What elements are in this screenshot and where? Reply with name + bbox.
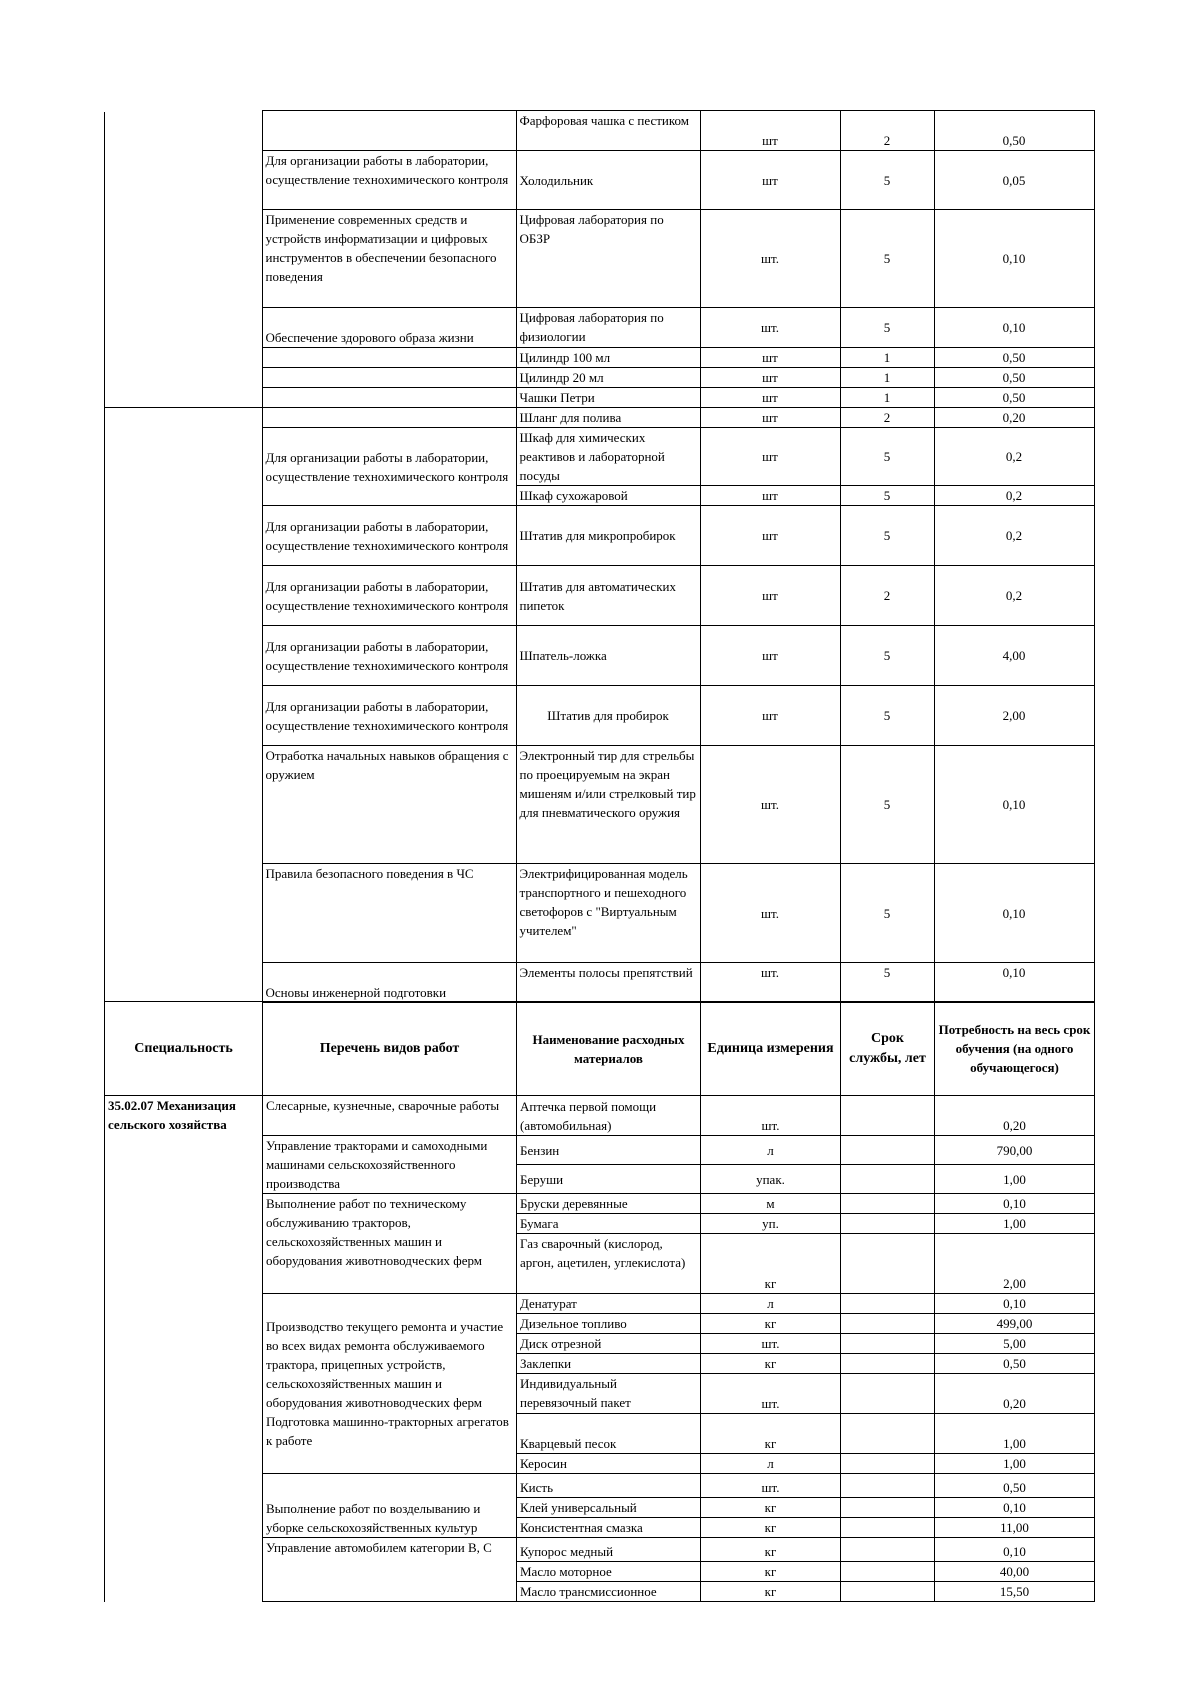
need-cell: 0,2 (934, 506, 1094, 566)
material-cell: Диск отрезной (517, 1334, 701, 1354)
life-cell: 5 (840, 428, 934, 486)
need-cell: 499,00 (935, 1314, 1095, 1334)
unit-cell: шт. (700, 746, 840, 864)
need-cell: 2,00 (934, 686, 1094, 746)
unit-cell: кг (701, 1414, 841, 1454)
material-cell: Шкаф сухожаровой (516, 486, 700, 506)
material-cell: Холодильник (516, 151, 700, 210)
material-cell: Купорос медный (517, 1538, 701, 1562)
need-cell: 40,00 (935, 1562, 1095, 1582)
unit-cell: л (701, 1294, 841, 1314)
unit-cell: кг (701, 1562, 841, 1582)
table-row (104, 111, 1094, 151)
unit-cell: кг (701, 1314, 841, 1334)
life-cell (841, 1096, 935, 1136)
life-cell (841, 1374, 935, 1414)
material-cell: Кварцевый песок (517, 1414, 701, 1454)
need-cell: 0,50 (935, 1474, 1095, 1498)
life-cell: 5 (840, 308, 934, 348)
need-cell: 0,2 (934, 428, 1094, 486)
spec-cell (104, 408, 262, 1003)
unit-cell: шт (700, 111, 840, 151)
life-cell: 1 (840, 348, 934, 368)
life-cell: 5 (840, 626, 934, 686)
unit-cell: кг (701, 1518, 841, 1538)
work-cell: Выполнение работ по возделыванию и уборке сельскохозяйственных культур (263, 1474, 517, 1538)
unit-cell: шт. (700, 963, 840, 1003)
equipment-table-a (104, 110, 1095, 408)
life-cell: 5 (840, 486, 934, 506)
work-cell: Правила безопасного поведения в ЧС (262, 864, 516, 963)
unit-cell: шт (700, 626, 840, 686)
life-cell (841, 1474, 935, 1498)
work-cell: Обеспечение здорового образа жизни (262, 308, 516, 348)
material-cell: Газ сварочный (кислород, аргон, ацетилен, углекислота) (517, 1234, 701, 1294)
need-cell: 4,00 (934, 626, 1094, 686)
work-cell (263, 1294, 517, 1474)
life-cell (841, 1294, 935, 1314)
equipment-table-b (104, 407, 1095, 1003)
unit-cell: кг (701, 1538, 841, 1562)
material-cell: Штатив для автоматических пипеток (516, 566, 700, 626)
need-cell: 1,00 (935, 1165, 1095, 1194)
life-cell: 5 (840, 686, 934, 746)
need-cell: 2,00 (935, 1234, 1095, 1294)
life-cell (841, 1414, 935, 1454)
life-cell (841, 1454, 935, 1474)
table-row (105, 1096, 1095, 1136)
material-cell: Заклепки (517, 1354, 701, 1374)
unit-cell: шт. (701, 1096, 841, 1136)
need-cell: 11,00 (935, 1518, 1095, 1538)
unit-cell: шт (700, 408, 840, 428)
unit-cell: шт. (701, 1474, 841, 1498)
life-cell: 2 (840, 111, 934, 151)
need-cell: 0,10 (935, 1538, 1095, 1562)
work-item: Производство текущего ремонта и участие во всех видах ремонта обслуживаемого трактора, прицепных устройств, сельскохозяйственных машин и оборудования животноводческих ферм (266, 1319, 504, 1410)
work-cell: Для организации работы в лаборатории, осуществление технохимического контроля (262, 626, 516, 686)
material-cell: Денатурат (517, 1294, 701, 1314)
unit-cell: шт (700, 388, 840, 408)
table-header-row (105, 1002, 1095, 1096)
unit-cell: л (701, 1454, 841, 1474)
material-cell: Керосин (517, 1454, 701, 1474)
material-cell: Бензин (517, 1136, 701, 1165)
materials-table (104, 1001, 1095, 1602)
need-cell: 790,00 (935, 1136, 1095, 1165)
life-cell: 5 (840, 864, 934, 963)
work-cell: Управление автомобилем категории В, С (263, 1538, 517, 1602)
work-cell: Применение современных средств и устройств информатизации и цифровых инструментов в обеспечении безопасного поведения (262, 210, 516, 308)
life-cell: 5 (840, 963, 934, 1003)
material-cell: Штатив для пробирок (516, 686, 700, 746)
specialty-cell: 35.02.07 Механизация сельского хозяйства (105, 1096, 263, 1602)
life-cell: 2 (840, 408, 934, 428)
unit-cell: шт (700, 151, 840, 210)
life-cell (841, 1214, 935, 1234)
unit-cell: шт. (700, 210, 840, 308)
unit-cell: уп. (701, 1214, 841, 1234)
unit-cell: кг (701, 1354, 841, 1374)
spec-cell (104, 111, 262, 408)
work-cell: Выполнение работ по техническому обслуживанию тракторов, сельскохозяйственных машин и оборудования животноводческих ферм (263, 1194, 517, 1294)
material-cell: Консистентная смазка (517, 1518, 701, 1538)
table-row (104, 408, 1094, 428)
work-cell: Для организации работы в лаборатории, осуществление технохимического контроля (262, 428, 516, 506)
material-cell: Клей универсальный (517, 1498, 701, 1518)
unit-cell: шт. (701, 1374, 841, 1414)
header-materials: Наименование расходных материалов (517, 1002, 701, 1096)
need-cell: 0,10 (935, 1498, 1095, 1518)
material-cell: Цифровая лаборатория по физиологии (516, 308, 700, 348)
life-cell: 1 (840, 368, 934, 388)
life-cell (841, 1194, 935, 1214)
need-cell: 0,20 (934, 408, 1094, 428)
material-cell: Электрифицированная модель транспортного и пешеходного светофоров с "Виртуальным учителем" (516, 864, 700, 963)
material-cell: Бруски деревянные (517, 1194, 701, 1214)
life-cell (841, 1582, 935, 1602)
unit-cell: кг (701, 1234, 841, 1294)
material-cell: Цилиндр 100 мл (516, 348, 700, 368)
work-cell: Слесарные, кузнечные, сварочные работы (263, 1096, 517, 1136)
header-unit: Единица измерения (701, 1002, 841, 1096)
need-cell: 1,00 (935, 1214, 1095, 1234)
unit-cell: шт (700, 368, 840, 388)
material-cell: Кисть (517, 1474, 701, 1498)
unit-cell: упак. (701, 1165, 841, 1194)
life-cell (841, 1562, 935, 1582)
need-cell: 0,2 (934, 486, 1094, 506)
work-cell (262, 388, 516, 408)
work-cell (262, 368, 516, 388)
need-cell: 0,10 (934, 308, 1094, 348)
material-cell: Индивидуальный перевязочный пакет (517, 1374, 701, 1414)
life-cell (841, 1354, 935, 1374)
life-cell (841, 1165, 935, 1194)
need-cell: 0,10 (934, 864, 1094, 963)
unit-cell: л (701, 1136, 841, 1165)
work-cell: Для организации работы в лаборатории, осуществление технохимического контроля (262, 566, 516, 626)
header-need: Потребность на весь срок обучения (на одного обучающегося) (935, 1002, 1095, 1096)
header-specialty: Специальность (105, 1002, 263, 1096)
life-cell: 5 (840, 746, 934, 864)
unit-cell: шт (700, 506, 840, 566)
work-cell: Основы инженерной подготовки (262, 963, 516, 1003)
work-item: Подготовка машинно-тракторных агрегатов к работе (266, 1414, 509, 1448)
unit-cell: шт. (700, 864, 840, 963)
need-cell: 5,00 (935, 1334, 1095, 1354)
unit-cell: кг (701, 1582, 841, 1602)
work-cell: Отработка начальных навыков обращения с оружием (262, 746, 516, 864)
material-cell: Дизельное топливо (517, 1314, 701, 1334)
need-cell: 0,10 (934, 210, 1094, 308)
need-cell: 1,00 (935, 1414, 1095, 1454)
life-cell: 5 (840, 151, 934, 210)
material-cell: Беруши (517, 1165, 701, 1194)
unit-cell: шт (700, 686, 840, 746)
life-cell (841, 1518, 935, 1538)
need-cell: 0,50 (935, 1354, 1095, 1374)
need-cell: 0,2 (934, 566, 1094, 626)
need-cell: 0,10 (935, 1294, 1095, 1314)
work-cell: Управление тракторами и самоходными машинами сельскохозяйственного производства (263, 1136, 517, 1194)
need-cell: 1,00 (935, 1454, 1095, 1474)
need-cell: 0,50 (934, 368, 1094, 388)
material-cell: Цилиндр 20 мл (516, 368, 700, 388)
material-cell: Масло моторное (517, 1562, 701, 1582)
need-cell: 0,50 (934, 388, 1094, 408)
unit-cell: м (701, 1194, 841, 1214)
work-cell (262, 408, 516, 428)
need-cell: 0,10 (935, 1194, 1095, 1214)
material-cell: Бумага (517, 1214, 701, 1234)
life-cell (841, 1334, 935, 1354)
need-cell: 0,20 (935, 1096, 1095, 1136)
work-cell (262, 111, 516, 151)
unit-cell: шт (700, 566, 840, 626)
header-works: Перечень видов работ (263, 1002, 517, 1096)
material-cell: Шкаф для химических реактивов и лабораторной посуды (516, 428, 700, 486)
life-cell (841, 1538, 935, 1562)
material-cell: Штатив для микропробирок (516, 506, 700, 566)
need-cell: 0,50 (934, 111, 1094, 151)
work-cell (262, 348, 516, 368)
life-cell: 2 (840, 566, 934, 626)
need-cell: 0,50 (934, 348, 1094, 368)
material-cell: Чашки Петри (516, 388, 700, 408)
life-cell: 5 (840, 506, 934, 566)
life-cell (841, 1498, 935, 1518)
material-cell: Элементы полосы препятствий (516, 963, 700, 1003)
need-cell: 0,20 (935, 1374, 1095, 1414)
life-cell (841, 1136, 935, 1165)
unit-cell: шт (700, 348, 840, 368)
life-cell (841, 1234, 935, 1294)
unit-cell: кг (701, 1498, 841, 1518)
unit-cell: шт. (701, 1334, 841, 1354)
need-cell: 0,10 (934, 963, 1094, 1003)
need-cell: 15,50 (935, 1582, 1095, 1602)
material-cell: Масло трансмиссионное (517, 1582, 701, 1602)
material-cell: Фарфоровая чашка с пестиком (516, 111, 700, 151)
need-cell: 0,10 (934, 746, 1094, 864)
material-cell: Цифровая лаборатория по ОБЗР (516, 210, 700, 308)
unit-cell: шт (700, 486, 840, 506)
material-cell: Аптечка первой помощи (автомобильная) (517, 1096, 701, 1136)
unit-cell: шт. (700, 308, 840, 348)
work-cell: Для организации работы в лаборатории, осуществление технохимического контроля (262, 506, 516, 566)
work-cell: Для организации работы в лаборатории, осуществление технохимического контроля (262, 686, 516, 746)
life-cell: 1 (840, 388, 934, 408)
life-cell: 5 (840, 210, 934, 308)
material-cell: Шланг для полива (516, 408, 700, 428)
life-cell (841, 1314, 935, 1334)
unit-cell: шт (700, 428, 840, 486)
material-cell: Электронный тир для стрельбы по проецируемым на экран мишеням и/или стрелковый тир для пневматического оружия (516, 746, 700, 864)
need-cell: 0,05 (934, 151, 1094, 210)
material-cell: Шпатель-ложка (516, 626, 700, 686)
header-life: Срок службы, лет (841, 1002, 935, 1096)
work-cell: Для организации работы в лаборатории, осуществление технохимического контроля (262, 151, 516, 210)
